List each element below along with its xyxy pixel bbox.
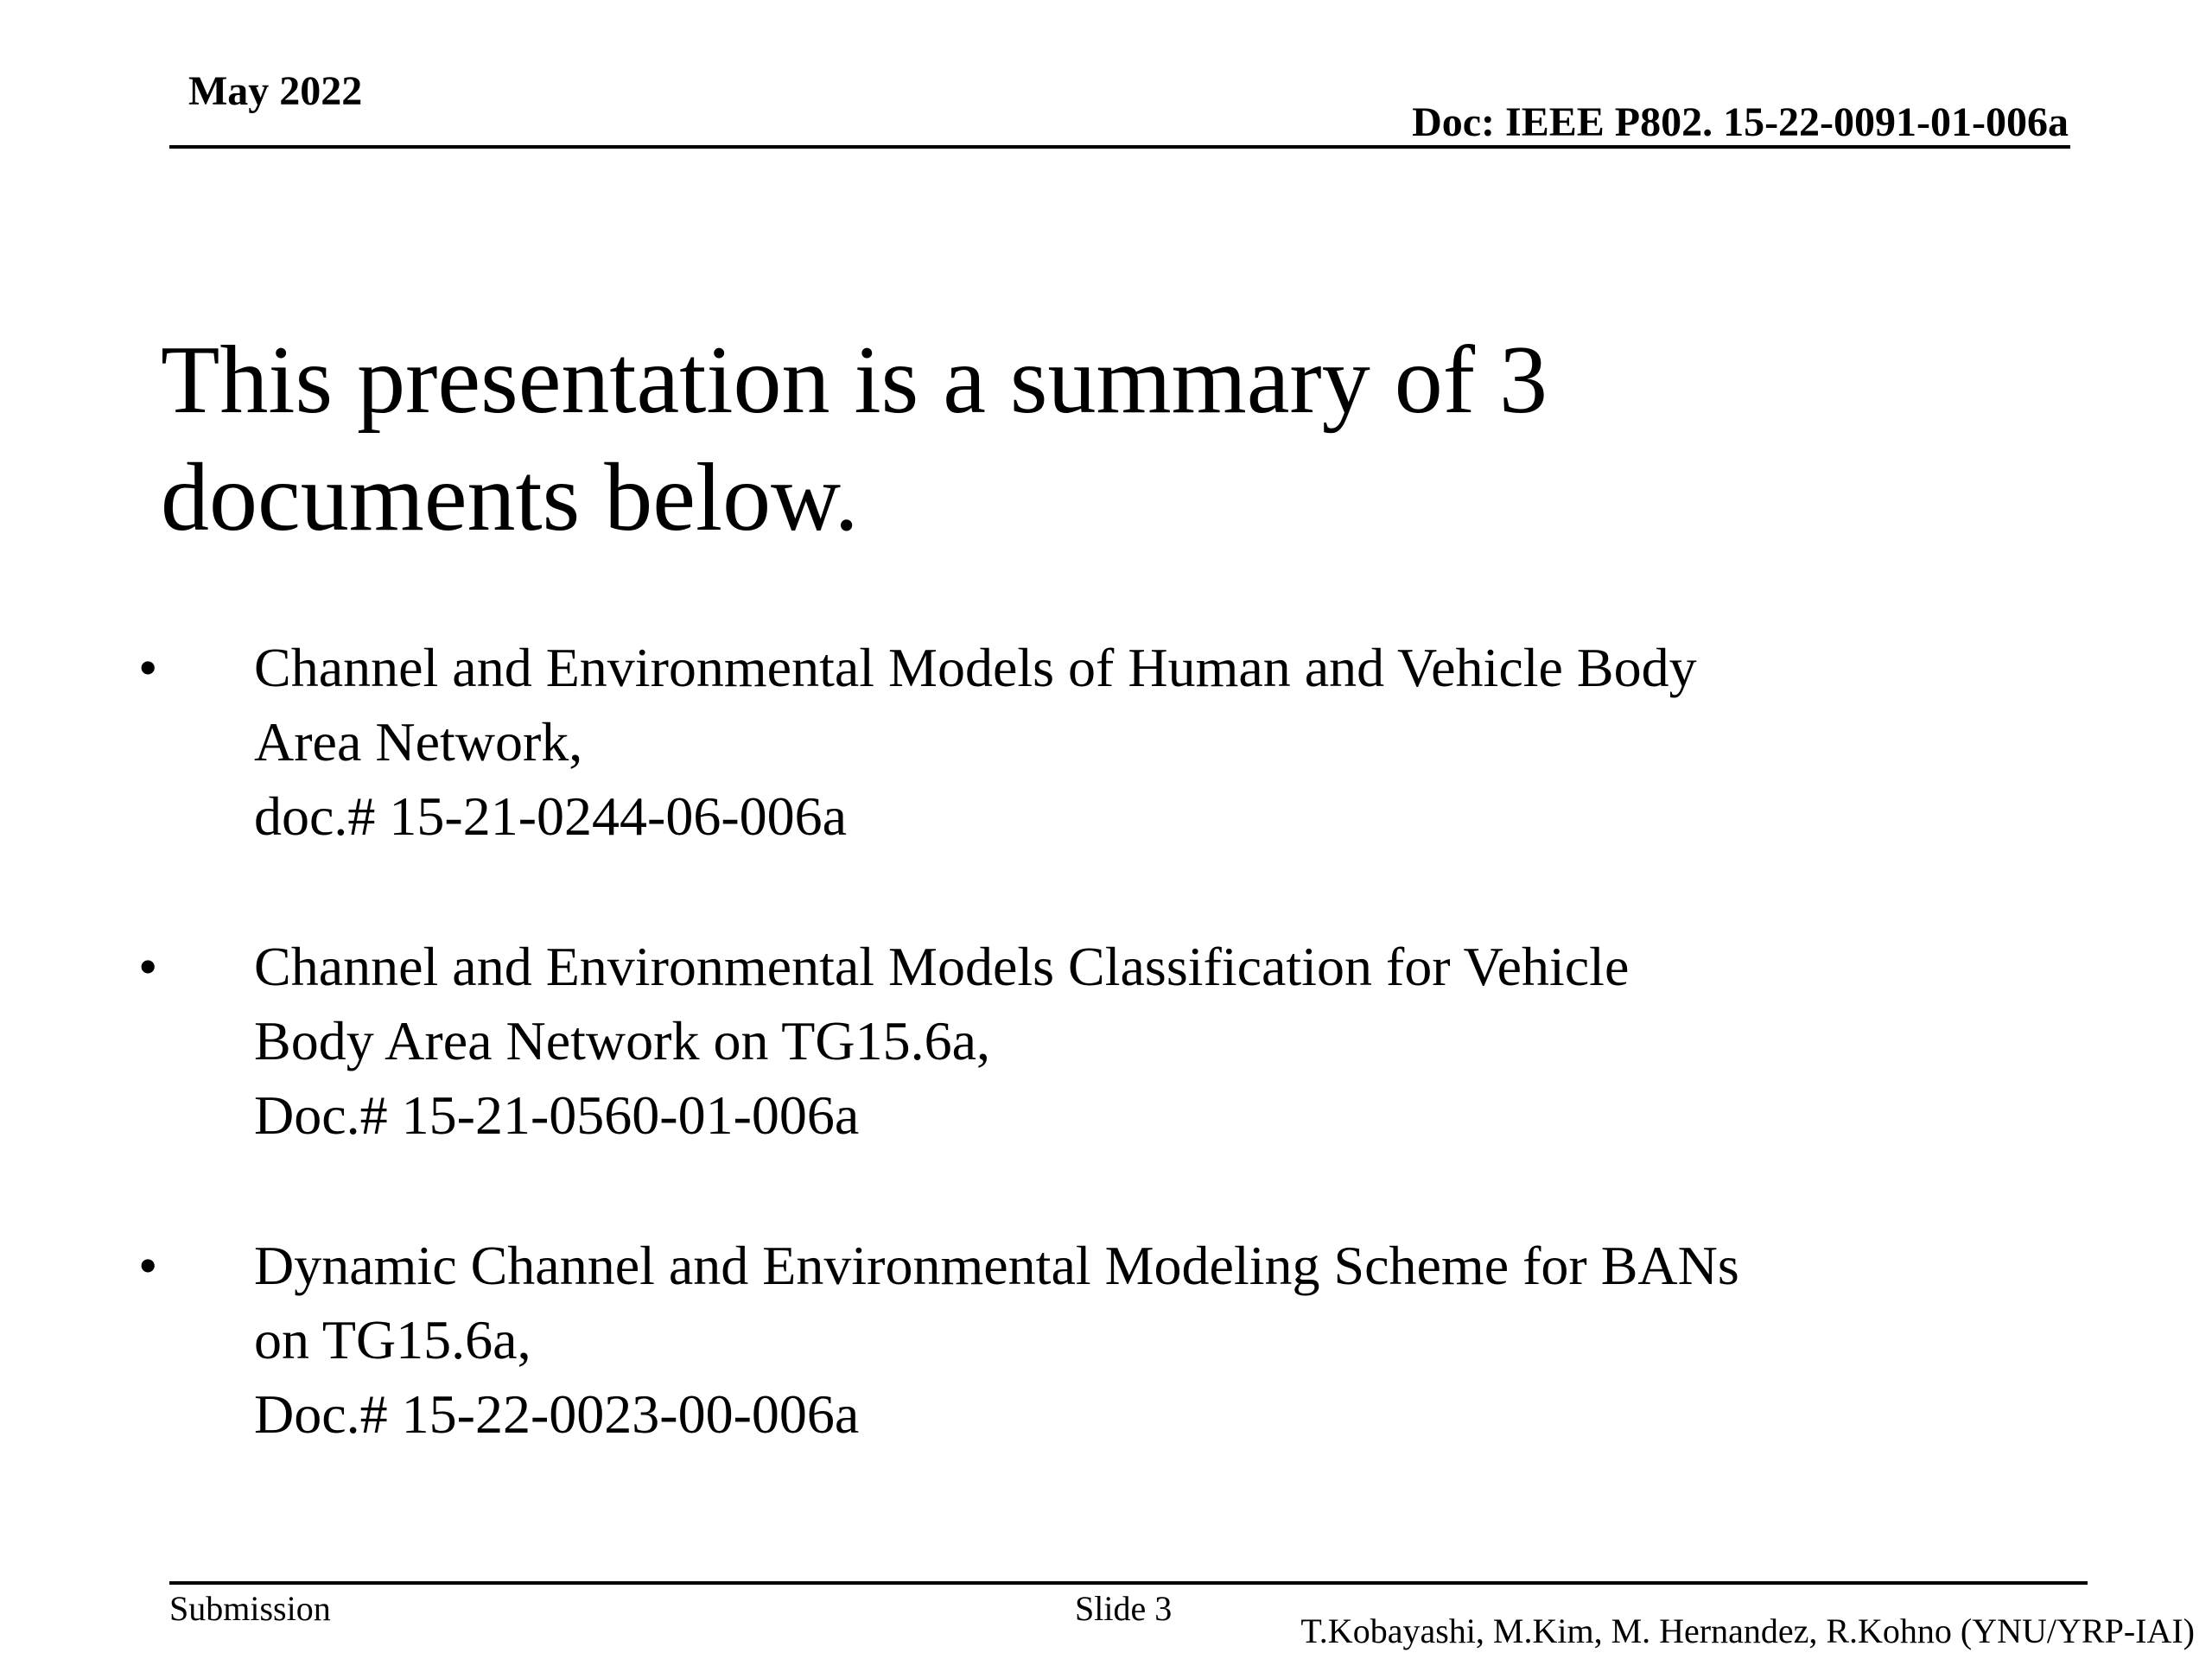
bullet-icon: •	[138, 1235, 158, 1296]
slide-title	[161, 321, 1975, 556]
slide-title-line-2: documents below.	[161, 444, 859, 551]
list-item-doc-number: Doc.# 15-21-0560-01-006a	[254, 1084, 860, 1146]
slide-title-line-1: This presentation is a summary of 3	[161, 327, 1548, 434]
list-item-line: Channel and Environmental Models of Human and Vehicle Body	[254, 637, 1697, 698]
list-item-doc-number: doc.# 15-21-0244-06-006a	[254, 785, 848, 847]
bullet-icon: •	[138, 637, 158, 698]
list-item-line: Body Area Network on TG15.6a,	[254, 1010, 990, 1071]
footer-divider	[169, 1581, 2088, 1585]
list-item-text	[254, 930, 2025, 1153]
header-divider	[169, 145, 2070, 149]
list-item-line: Area Network,	[254, 711, 583, 772]
bullet-icon: •	[138, 936, 158, 997]
list-item-text	[254, 631, 2025, 854]
list-item-doc-number: Doc.# 15-22-0023-00-006a	[254, 1383, 860, 1445]
list-item-line: on TG15.6a,	[254, 1309, 531, 1370]
list-item-line: Channel and Environmental Models Classification for Vehicle	[254, 936, 1630, 997]
list-item-text	[254, 1229, 2025, 1452]
footer-authors: T.Kobayashi, M.Kim, M. Hernandez, R.Kohno (YNU/YRP-IAI)	[1300, 1611, 2195, 1650]
list-item-line: Dynamic Channel and Environmental Modeling Scheme for BANs	[254, 1235, 1739, 1296]
header-doc-id: Doc: IEEE P802. 15-22-0091-01-006a	[1412, 99, 2069, 145]
footer-slide-number: Slide 3	[1075, 1589, 1173, 1628]
header-date: May 2022	[188, 68, 363, 114]
footer-submission: Submission	[169, 1589, 331, 1628]
